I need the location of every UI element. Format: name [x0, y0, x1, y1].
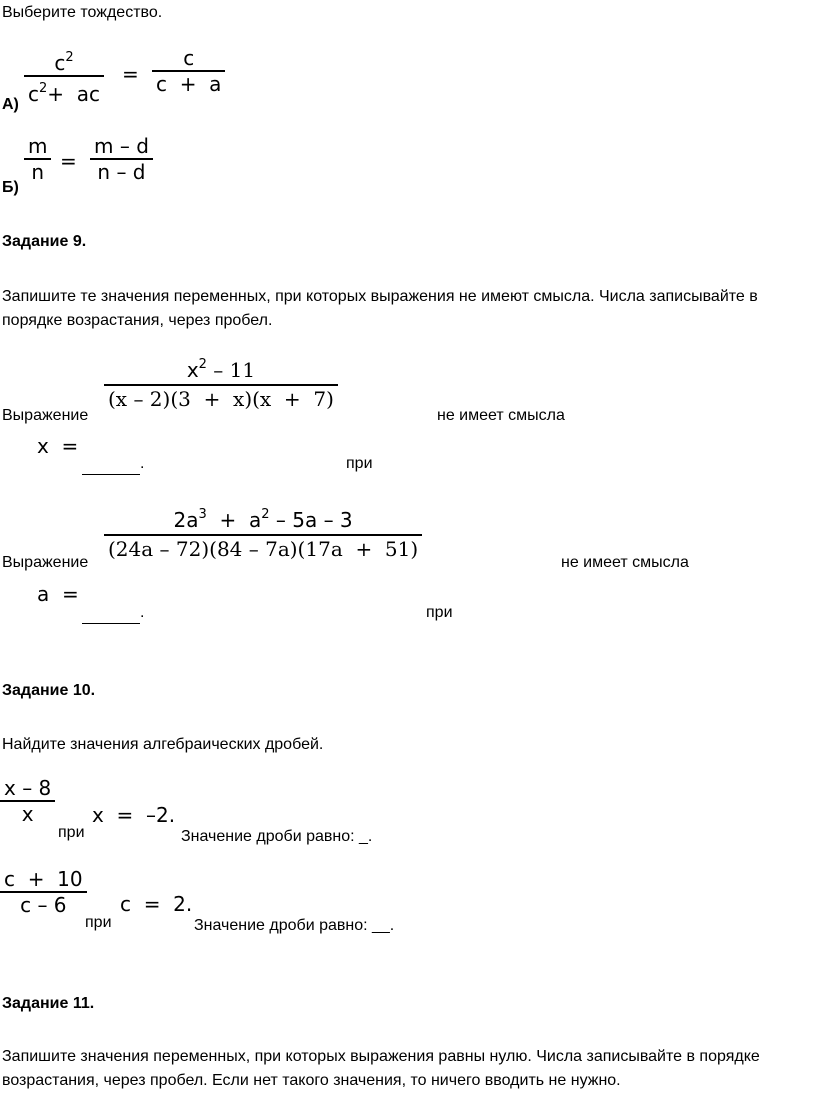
at-text: при	[85, 914, 112, 931]
task9-title: Задание 9.	[2, 233, 87, 250]
identity-a-lhs-fraction	[24, 46, 104, 106]
expr2-den: (24a – 72)(84 – 7a)(17a + 51)	[108, 537, 419, 561]
identity-b-rhs-fraction	[90, 134, 153, 184]
lhs-den-a: c	[28, 82, 39, 106]
expr1-num-sup: 2	[198, 357, 207, 372]
expression-label: Выражение	[2, 554, 89, 571]
instruction-text: Выберите тождество.	[2, 4, 163, 21]
expr2-num-b: + a	[206, 508, 262, 532]
task9-text-line1: Запишите те значения переменных, при которых выражения не имеют смысла. Числа записывайте в	[2, 288, 758, 305]
lhs-num: m	[28, 134, 48, 158]
lhs-den: n	[31, 160, 45, 184]
frac1-den: x	[21, 802, 34, 826]
expr2-num-sup2: 2	[261, 507, 270, 522]
frac2-den: c – 6	[20, 893, 67, 917]
task10-fraction-2	[0, 867, 87, 917]
task10-text: Найдите значения алгебраических дробей.	[2, 736, 324, 753]
task10-title: Задание 10.	[2, 682, 96, 699]
no-meaning-text: не имеет смысла	[561, 554, 689, 571]
rhs-num: c	[183, 46, 195, 70]
frac1-num: x – 8	[4, 776, 52, 800]
rhs-num: m – d	[94, 134, 149, 158]
lhs-num: c	[54, 51, 66, 75]
rhs-den: n – d	[97, 160, 146, 184]
lhs-den-sup: 2	[39, 81, 48, 96]
at-text: при	[426, 604, 453, 621]
expr2-num-a: 2a	[173, 508, 199, 532]
task11-text-line1: Запишите значения переменных, при которых выражения равны нулю. Числа записывайте в порядке	[2, 1048, 760, 1065]
at-text: при	[58, 824, 85, 841]
condition-c: c = 2.	[120, 892, 193, 916]
blank-suffix: .	[140, 604, 145, 621]
expr2-num-c: – 5a – 3	[269, 508, 353, 532]
expr1-num-b: – 11	[206, 358, 256, 382]
condition-x: x = –2.	[92, 803, 176, 827]
rhs-den: c + a	[156, 72, 222, 96]
lhs-num-sup: 2	[65, 50, 74, 65]
identity-b-lhs-fraction	[24, 134, 51, 184]
blank-suffix: .	[140, 455, 145, 472]
expression-label: Выражение	[2, 407, 89, 424]
equals-sign: =	[122, 62, 139, 86]
task9-expr2-fraction	[104, 502, 422, 562]
variable-x-equals: x =	[37, 434, 79, 458]
no-meaning-text: не имеет смысла	[437, 407, 565, 424]
option-label-a: А)	[2, 96, 19, 113]
frac2-num: c + 10	[4, 867, 83, 891]
answer-blank-x[interactable]	[82, 454, 144, 475]
task11-title: Задание 11.	[2, 995, 95, 1012]
task11-text-line2: возрастания, через пробел. Если нет такого значения, то ничего вводить не нужно.	[2, 1072, 621, 1089]
equals-sign: =	[60, 149, 77, 173]
identity-a-rhs-fraction	[152, 46, 225, 96]
task10-fraction-1	[0, 776, 55, 826]
variable-a-equals: a =	[37, 582, 79, 606]
expr2-num-sup1: 3	[198, 507, 207, 522]
answer-text-2[interactable]: Значение дроби равно: __.	[194, 917, 395, 934]
expr1-den: (x – 2)(3 + x)(x + 7)	[108, 387, 334, 411]
task9-expr1-fraction	[104, 352, 338, 412]
expr1-num-a: x	[186, 358, 199, 382]
answer-blank-a[interactable]	[82, 603, 144, 624]
at-text: при	[346, 455, 373, 472]
task9-text-line2: порядке возрастания, через пробел.	[2, 312, 273, 329]
lhs-den-b: + ac	[47, 82, 101, 106]
answer-text-1[interactable]: Значение дроби равно: _.	[181, 828, 373, 845]
option-label-b: Б)	[2, 179, 19, 196]
